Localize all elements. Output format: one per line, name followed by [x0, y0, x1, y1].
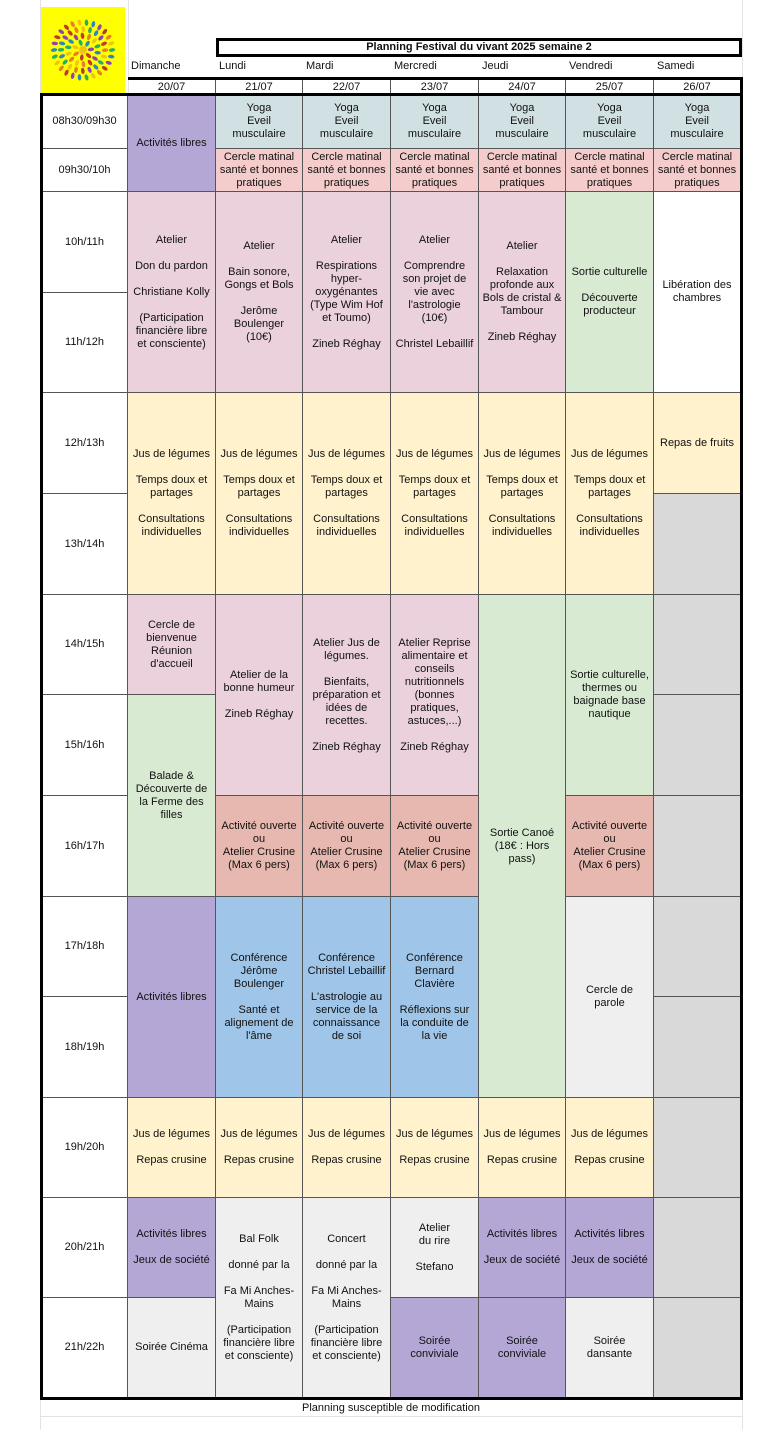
sheet-gridline	[40, 1416, 743, 1417]
schedule-event: Jus de légumes Temps doux et partages Consultations individuelles	[303, 393, 391, 595]
day-date-4: 24/07	[479, 79, 566, 95]
time-slot-label: 16h/17h	[42, 796, 128, 897]
time-slot-label: 08h30/09h30	[42, 95, 128, 149]
time-slot-label: 21h/22h	[42, 1298, 128, 1398]
schedule-event: Yoga Eveil musculaire	[654, 95, 741, 149]
schedule-event: Activités libres Jeux de société	[479, 1198, 566, 1298]
schedule-event: Atelier Relaxation profonde aux Bols de cristal & Tambour Zineb Réghay	[479, 192, 566, 393]
schedule-event: Sortie culturelle Découverte producteur	[566, 192, 654, 393]
time-slot-label: 19h/20h	[42, 1098, 128, 1198]
schedule-event: Cercle matinal santé et bonnes pratiques	[479, 149, 566, 192]
day-date-6: 26/07	[654, 79, 741, 95]
empty-slot	[654, 695, 741, 796]
empty-slot	[654, 897, 741, 997]
schedule-event: Activité ouverte ou Atelier Crusine (Max 6 pers)	[216, 796, 303, 897]
schedule-event: Yoga Eveil musculaire	[566, 95, 654, 149]
day-date-1: 21/07	[216, 79, 303, 95]
schedule-event: Concert donné par la Fa Mi Anches- Mains (Participation financière libre et consciente)	[303, 1198, 391, 1398]
empty-slot	[654, 1198, 741, 1298]
time-slot-label: 12h/13h	[42, 393, 128, 494]
time-slot-label: 11h/12h	[42, 293, 128, 393]
day-date-0: 20/07	[128, 79, 216, 95]
time-slot-label: 13h/14h	[42, 494, 128, 595]
schedule-event: Jus de légumes Repas crusine	[566, 1098, 654, 1198]
schedule-event: Jus de légumes Repas crusine	[216, 1098, 303, 1198]
schedule-event: Cercle matinal santé et bonnes pratiques	[566, 149, 654, 192]
schedule-event: Jus de légumes Repas crusine	[128, 1098, 216, 1198]
schedule-event: Cercle matinal santé et bonnes pratiques	[303, 149, 391, 192]
schedule-event: Conférence Jérôme Boulenger Santé et alignement de l'âme	[216, 897, 303, 1098]
schedule-event: Jus de légumes Temps doux et partages Consultations individuelles	[566, 393, 654, 595]
schedule-event: Activités libres	[128, 95, 216, 192]
leaves-logo-icon	[41, 7, 125, 93]
schedule-event: Cercle de parole	[566, 897, 654, 1098]
schedule-event: Cercle de bienvenue Réunion d'accueil	[128, 595, 216, 695]
schedule-event: Activité ouverte ou Atelier Crusine (Max 6 pers)	[303, 796, 391, 897]
schedule-event: Libération des chambres	[654, 192, 741, 393]
day-date-3: 23/07	[391, 79, 479, 95]
schedule-event: Jus de légumes Temps doux et partages Consultations individuelles	[128, 393, 216, 595]
schedule-event: Atelier Comprendre son projet de vie avec l'astrologie (10€) Christel Lebaillif	[391, 192, 479, 393]
day-name-2: Mardi	[306, 60, 334, 72]
schedule-event: Soirée conviviale	[391, 1298, 479, 1398]
time-slot-label: 18h/19h	[42, 997, 128, 1098]
schedule-event: Yoga Eveil musculaire	[479, 95, 566, 149]
schedule-event: Yoga Eveil musculaire	[303, 95, 391, 149]
schedule-event: Sortie culturelle, thermes ou baignade base nautique	[566, 595, 654, 796]
time-slot-label: 09h30/10h	[42, 149, 128, 192]
empty-slot	[654, 494, 741, 595]
schedule-event: Jus de légumes Temps doux et partages Consultations individuelles	[216, 393, 303, 595]
schedule-event: Soirée conviviale	[479, 1298, 566, 1398]
schedule-event: Atelier Respirations hyper- oxygénantes (Type Wim Hof et Toumo) Zineb Réghay	[303, 192, 391, 393]
schedule-event: Conférence Christel Lebaillif L'astrologie au service de la connaissance de soi	[303, 897, 391, 1098]
schedule-event: Conférence Bernard Clavière Réflexions sur la conduite de la vie	[391, 897, 479, 1098]
footer-note: Planning susceptible de modification	[302, 1402, 480, 1414]
day-date-2: 22/07	[303, 79, 391, 95]
schedule-event: Activités libres	[128, 897, 216, 1098]
schedule-event: Jus de légumes Repas crusine	[391, 1098, 479, 1198]
empty-slot	[654, 796, 741, 897]
schedule-event: Yoga Eveil musculaire	[216, 95, 303, 149]
empty-slot	[654, 595, 741, 695]
schedule-event: Jus de légumes Temps doux et partages Consultations individuelles	[479, 393, 566, 595]
schedule-event: Activités libres Jeux de société	[566, 1198, 654, 1298]
schedule-event: Atelier Bain sonore, Gongs et Bols Jerôme Boulenger (10€)	[216, 192, 303, 393]
day-name-5: Vendredi	[569, 60, 613, 72]
day-name-4: Jeudi	[482, 60, 509, 72]
schedule-event: Atelier du rire Stefano	[391, 1198, 479, 1298]
schedule-event: Activité ouverte ou Atelier Crusine (Max 6 pers)	[391, 796, 479, 897]
grid-left-border	[40, 93, 43, 1400]
day-name-0: Dimanche	[131, 60, 181, 72]
schedule-event: Repas de fruits	[654, 393, 741, 494]
schedule-event: Atelier Jus de légumes. Bienfaits, préparation et idées de recettes. Zineb Réghay	[303, 595, 391, 796]
festival-logo	[41, 7, 125, 93]
schedule-event: Yoga Eveil musculaire	[391, 95, 479, 149]
schedule-event: Soirée Cinéma	[128, 1298, 216, 1398]
schedule-event: Jus de légumes Repas crusine	[303, 1098, 391, 1198]
schedule-event: Atelier Don du pardon Christiane Kolly (Participation financière libre et consciente)	[128, 192, 216, 393]
grid-top-border	[40, 93, 743, 96]
schedule-event: Cercle matinal santé et bonnes pratiques	[391, 149, 479, 192]
empty-slot	[654, 997, 741, 1098]
schedule-event: Soirée dansante	[566, 1298, 654, 1398]
day-name-6: Samedi	[657, 60, 695, 72]
schedule-event: Cercle matinal santé et bonnes pratiques	[216, 149, 303, 192]
grid-bottom-border	[40, 1397, 743, 1400]
day-name-3: Mercredi	[394, 60, 437, 72]
schedule-event: Bal Folk donné par la Fa Mi Anches- Mains (Participation financière libre et consciente)	[216, 1198, 303, 1398]
empty-slot	[654, 1098, 741, 1198]
schedule-event: Balade & Découverte de la Ferme des filles	[128, 695, 216, 897]
day-date-5: 25/07	[566, 79, 654, 95]
schedule-event: Atelier Reprise alimentaire et conseils nutritionnels (bonnes pratiques, astuces,...) Zineb Réghay	[391, 595, 479, 796]
schedule-event: Sortie Canoé (18€ : Hors pass)	[479, 595, 566, 1098]
time-slot-label: 20h/21h	[42, 1198, 128, 1298]
time-slot-label: 10h/11h	[42, 192, 128, 293]
time-slot-label: 15h/16h	[42, 695, 128, 796]
schedule-event: Activités libres Jeux de société	[128, 1198, 216, 1298]
time-slot-label: 17h/18h	[42, 897, 128, 997]
schedule-event: Jus de légumes Repas crusine	[479, 1098, 566, 1198]
schedule-event: Jus de légumes Temps doux et partages Consultations individuelles	[391, 393, 479, 595]
planning-title: Planning Festival du vivant 2025 semaine 2	[216, 38, 742, 57]
dates-top-border	[128, 77, 743, 80]
grid-right-border	[740, 77, 743, 1400]
empty-slot	[654, 1298, 741, 1398]
schedule-event: Atelier de la bonne humeur Zineb Réghay	[216, 595, 303, 796]
day-name-1: Lundi	[219, 60, 246, 72]
time-slot-label: 14h/15h	[42, 595, 128, 695]
schedule-event: Activité ouverte ou Atelier Crusine (Max 6 pers)	[566, 796, 654, 897]
schedule-event: Cercle matinal santé et bonnes pratiques	[654, 149, 741, 192]
